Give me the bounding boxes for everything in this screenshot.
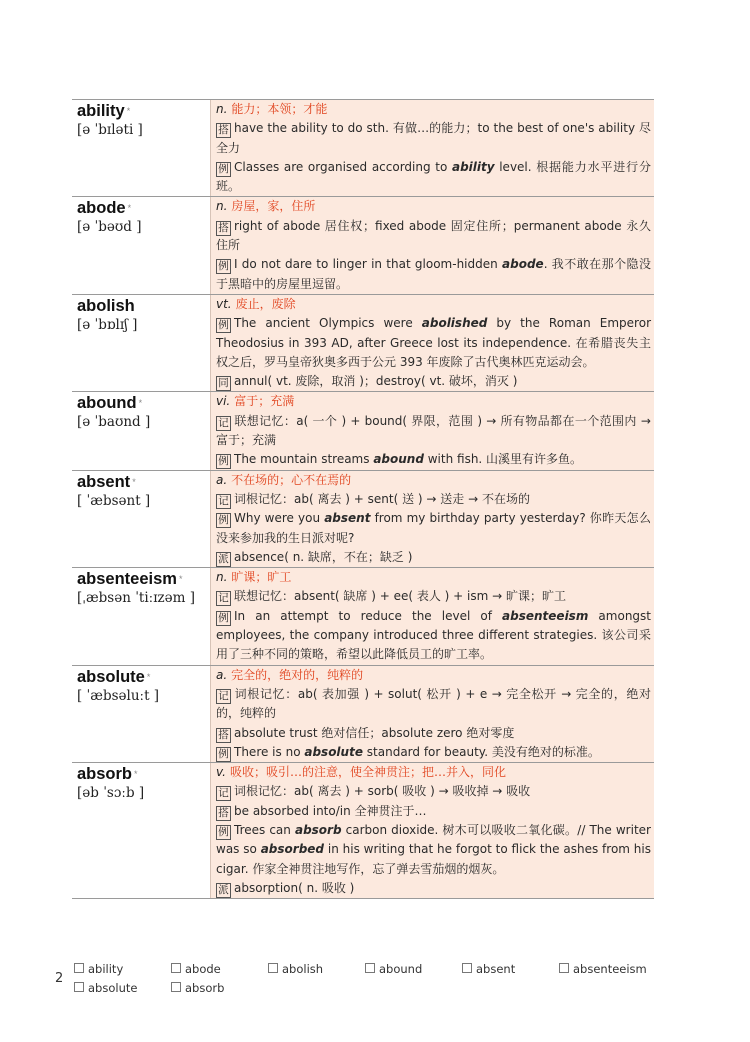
- usage-line: [216, 685, 651, 724]
- highlighted-word: absenteeism: [502, 608, 589, 623]
- headword: [77, 568, 210, 589]
- usage-line: [216, 509, 651, 548]
- definition-text: 废止，废除: [235, 296, 296, 311]
- headword: [77, 763, 210, 784]
- usage-line: [216, 802, 651, 821]
- headword-text: ability: [77, 102, 125, 120]
- example-text: There is no: [234, 744, 305, 759]
- star-icon: *: [146, 671, 151, 682]
- label-badge: 例: [216, 259, 231, 274]
- label-badge: 记: [216, 494, 231, 509]
- star-icon: *: [138, 398, 143, 409]
- label-badge: 记: [216, 591, 231, 606]
- part-of-speech: n.: [216, 199, 228, 214]
- headword-text: absolute: [77, 667, 145, 686]
- highlighted-word: absent: [324, 511, 371, 526]
- example-text: The ancient Olympics were: [234, 316, 422, 331]
- definition-text: 旷课；旷工: [231, 570, 292, 585]
- phonetic: [ə ˈbɪləti ]: [77, 122, 143, 138]
- part-of-speech: v.: [216, 765, 226, 780]
- usage-line: [216, 372, 651, 391]
- part-of-speech: vi.: [216, 394, 231, 409]
- headword: [77, 471, 210, 492]
- phonetic: [ ˈæbsəluːt ]: [77, 687, 160, 704]
- usage-line: [216, 255, 651, 294]
- label-badge: 记: [216, 416, 231, 431]
- dictionary-entry: [72, 665, 654, 762]
- definition: [216, 666, 651, 685]
- checkbox-icon[interactable]: [365, 963, 375, 973]
- headword-text: absorb: [77, 765, 133, 784]
- usage-line: [216, 782, 651, 801]
- highlighted-word: ability: [451, 159, 495, 174]
- definition: [216, 471, 651, 490]
- definition-cell: [210, 295, 654, 391]
- star-icon: *: [134, 769, 138, 780]
- example-text: I do not dare to linger in that gloom-hidden: [234, 257, 503, 272]
- headword: [77, 100, 210, 121]
- usage-text: 联想记忆：absent( 缺席 ) + ee( 表人 ) + ism → 旷课；旷工: [234, 589, 566, 604]
- example-text: carbon dioxide. 树木可以吸收二氧化碳。// The writer was so: [216, 822, 651, 857]
- star-icon: *: [132, 476, 136, 487]
- usage-text: absolute trust 绝对信任；absolute zero 绝对零度: [234, 725, 515, 740]
- dictionary-entry: [72, 567, 654, 664]
- definition: [216, 568, 651, 587]
- checklist-item[interactable]: ability: [74, 962, 123, 976]
- definition-cell: [210, 471, 654, 567]
- checkbox-icon[interactable]: [462, 963, 472, 973]
- usage-text: annul( vt. 废除，取消 )；destroy( vt. 破坏，消灭 ): [234, 374, 518, 389]
- checklist-item[interactable]: absolute: [74, 981, 137, 995]
- label-badge: 搭: [216, 728, 231, 743]
- usage-line: [216, 879, 651, 898]
- headword-cell: [72, 295, 210, 391]
- usage-line: [216, 821, 651, 879]
- label-badge: 例: [216, 513, 231, 528]
- example-text: Why were you: [234, 511, 325, 526]
- dictionary-entry: [72, 294, 654, 391]
- usage-text: absence( n. 缺席，不在；缺乏 ): [234, 549, 413, 564]
- phonetic: [ə ˈbəʊd ]: [77, 219, 142, 236]
- dictionary-entry: [72, 196, 654, 293]
- headword-text: abolish: [77, 296, 135, 315]
- headword: [77, 666, 210, 687]
- star-icon: *: [178, 574, 183, 585]
- usage-text: absorption( n. 吸收 ): [234, 880, 355, 895]
- definition: [216, 100, 651, 119]
- highlighted-word: abolished: [421, 316, 488, 331]
- definition-cell: [210, 392, 654, 469]
- checklist-item[interactable]: abode: [171, 962, 221, 976]
- usage-text: 词根记忆：ab( 离去 ) + sorb( 吸收 ) → 吸收掉 → 吸收: [234, 784, 531, 799]
- example-text: with fish. 山溪里有许多鱼。: [423, 452, 583, 467]
- example-text: The mountain streams: [234, 452, 374, 467]
- example-text: level. 根据能力水平进行分班。: [216, 159, 651, 194]
- headword-text: abode: [77, 199, 126, 218]
- definition: [216, 392, 651, 411]
- checklist-item[interactable]: abolish: [268, 962, 323, 976]
- headword-cell: [72, 197, 210, 293]
- usage-line: [216, 607, 651, 665]
- example-text: amongst employees, the company introduced three different strategies. 该公司采用了三种不同的策略，希望以此降低员工的旷工率。: [216, 608, 651, 662]
- usage-line: [216, 724, 651, 743]
- checkbox-icon[interactable]: [559, 963, 569, 973]
- definition-text: 富于；充满: [234, 394, 295, 409]
- definition-cell: [210, 568, 654, 664]
- usage-text: have the ability to do sth. 有做…的能力；to the best of one's ability 尽全力: [216, 121, 651, 155]
- headword-text: abound: [77, 394, 137, 413]
- headword-cell: [72, 100, 210, 196]
- label-badge: 搭: [216, 221, 231, 236]
- usage-line: [216, 587, 651, 606]
- label-badge: 例: [216, 454, 231, 469]
- label-badge: 搭: [216, 123, 231, 138]
- definition-text: 能力；本领；才能: [231, 102, 328, 116]
- headword: [77, 197, 210, 218]
- example-text: from my birthday party yesterday? 你昨天怎么没来参加我的生日派对呢?: [216, 511, 651, 545]
- phonetic: [ə ˈbaʊnd ]: [77, 414, 151, 431]
- usage-line: [216, 119, 651, 158]
- definition-cell: [210, 666, 654, 762]
- part-of-speech: a.: [216, 472, 228, 487]
- definition: [216, 295, 651, 314]
- headword: [77, 295, 210, 316]
- usage-text: 联想记忆：a( 一个 ) + bound( 界限，范围 ) → 所有物品都在一个范围内 → 富于；充满: [216, 413, 651, 448]
- usage-text: 词根记忆：ab( 表加强 ) + solut( 松开 ) + e → 完全松开 → 完全的，绝对的，纯粹的: [216, 686, 651, 721]
- headword-text: absenteeism: [77, 570, 177, 589]
- label-badge: 例: [216, 747, 231, 762]
- headword-cell: [72, 392, 210, 469]
- label-badge: 派: [216, 552, 231, 567]
- definition-cell: [210, 197, 654, 293]
- usage-line: [216, 314, 651, 372]
- label-badge: 搭: [216, 806, 231, 821]
- phonetic: [əb ˈsɔːb ]: [77, 785, 145, 802]
- usage-text: right of abode 居住权；fixed abode 固定住所；permanent abode 永久住所: [216, 218, 651, 253]
- label-badge: 记: [216, 689, 231, 704]
- usage-text: 词根记忆：ab( 离去 ) + sent( 送 ) → 送走 → 不在场的: [234, 491, 530, 506]
- label-badge: 例: [216, 825, 231, 840]
- checklist-item[interactable]: absorb: [171, 981, 224, 995]
- example-text: standard for beauty. 美没有绝对的标准。: [362, 744, 600, 759]
- dictionary-table: [72, 99, 654, 899]
- definition: [216, 197, 651, 216]
- phonetic: [ ˈæbsənt ]: [77, 492, 151, 509]
- part-of-speech: vt.: [216, 296, 232, 311]
- definition: [216, 763, 651, 782]
- example-text: in his writing that he forgot to flick the ashes from his cigar. 作家全神贯注地写作，忘了弹去雪茄烟的烟灰。: [216, 842, 651, 876]
- page-number: 2: [55, 971, 64, 986]
- headword-cell: [72, 666, 210, 762]
- star-icon: *: [127, 203, 132, 214]
- usage-line: [216, 412, 651, 451]
- definition-text: 完全的，绝对的，纯粹的: [231, 667, 364, 682]
- label-badge: 例: [216, 611, 231, 626]
- definition-text: 房屋，家，住所: [231, 199, 316, 214]
- highlighted-word: abound: [373, 452, 424, 467]
- label-badge: 例: [216, 318, 231, 333]
- phonetic: [ˌæbsən ˈtiːɪzəm ]: [77, 590, 195, 607]
- usage-text: be absorbed into/in 全神贯注于…: [234, 803, 427, 818]
- label-badge: 派: [216, 883, 231, 898]
- example-text: Classes are organised according to: [234, 159, 452, 174]
- star-icon: *: [126, 106, 131, 116]
- usage-line: [216, 217, 651, 256]
- headword: [77, 392, 210, 413]
- part-of-speech: n.: [216, 102, 228, 116]
- highlighted-word: abode: [502, 257, 544, 272]
- phonetic: [ə ˈbɒlɪʃ ]: [77, 316, 138, 333]
- checkbox-icon[interactable]: [74, 982, 84, 992]
- example-text: Trees can: [234, 822, 295, 837]
- checkbox-icon[interactable]: [171, 982, 181, 992]
- label-badge: 同: [216, 376, 231, 391]
- headword-cell: [72, 568, 210, 664]
- example-text: . 我不敢在那个隐没于黑暗中的房屋里逗留。: [216, 257, 651, 291]
- checklist-item[interactable]: absent: [462, 962, 515, 976]
- headword-text: absent: [77, 472, 131, 491]
- part-of-speech: a.: [216, 667, 228, 682]
- dictionary-entry: [72, 470, 654, 567]
- label-badge: 例: [216, 162, 231, 177]
- headword-cell: [72, 763, 210, 898]
- usage-line: [216, 158, 651, 197]
- checklist-item[interactable]: abound: [365, 962, 422, 976]
- label-badge: 记: [216, 786, 231, 801]
- definition-text: 吸收；吸引…的注意，使全神贯注；把…并入，同化: [229, 765, 506, 780]
- checkbox-icon[interactable]: [171, 963, 181, 973]
- dictionary-entry: [72, 391, 654, 469]
- headword-cell: [72, 471, 210, 567]
- usage-line: [216, 490, 651, 509]
- definition-cell: [210, 100, 654, 196]
- usage-line: [216, 548, 651, 567]
- checklist-item[interactable]: absenteeism: [559, 962, 647, 976]
- usage-line: [216, 450, 651, 469]
- example-text: by the Roman Emperor Theodosius in 393 AD, after Greece lost its independence. 在希腊丧失主权之后，罗马皇帝狄奥多西于公元 393 年废除了古代奥林匹克运动会。: [216, 316, 651, 369]
- highlighted-word: absorbed: [260, 842, 325, 857]
- example-text: In an attempt to reduce the level of: [234, 608, 503, 623]
- checkbox-icon[interactable]: [74, 963, 84, 973]
- part-of-speech: n.: [216, 570, 228, 585]
- highlighted-word: absorb: [294, 822, 342, 837]
- dictionary-entry: [72, 99, 654, 196]
- dictionary-entry: [72, 762, 654, 899]
- definition-text: 不在场的；心不在焉的: [231, 472, 352, 487]
- usage-line: [216, 743, 651, 762]
- highlighted-word: absolute: [304, 744, 363, 759]
- checkbox-icon[interactable]: [268, 963, 278, 973]
- definition-cell: [210, 763, 654, 898]
